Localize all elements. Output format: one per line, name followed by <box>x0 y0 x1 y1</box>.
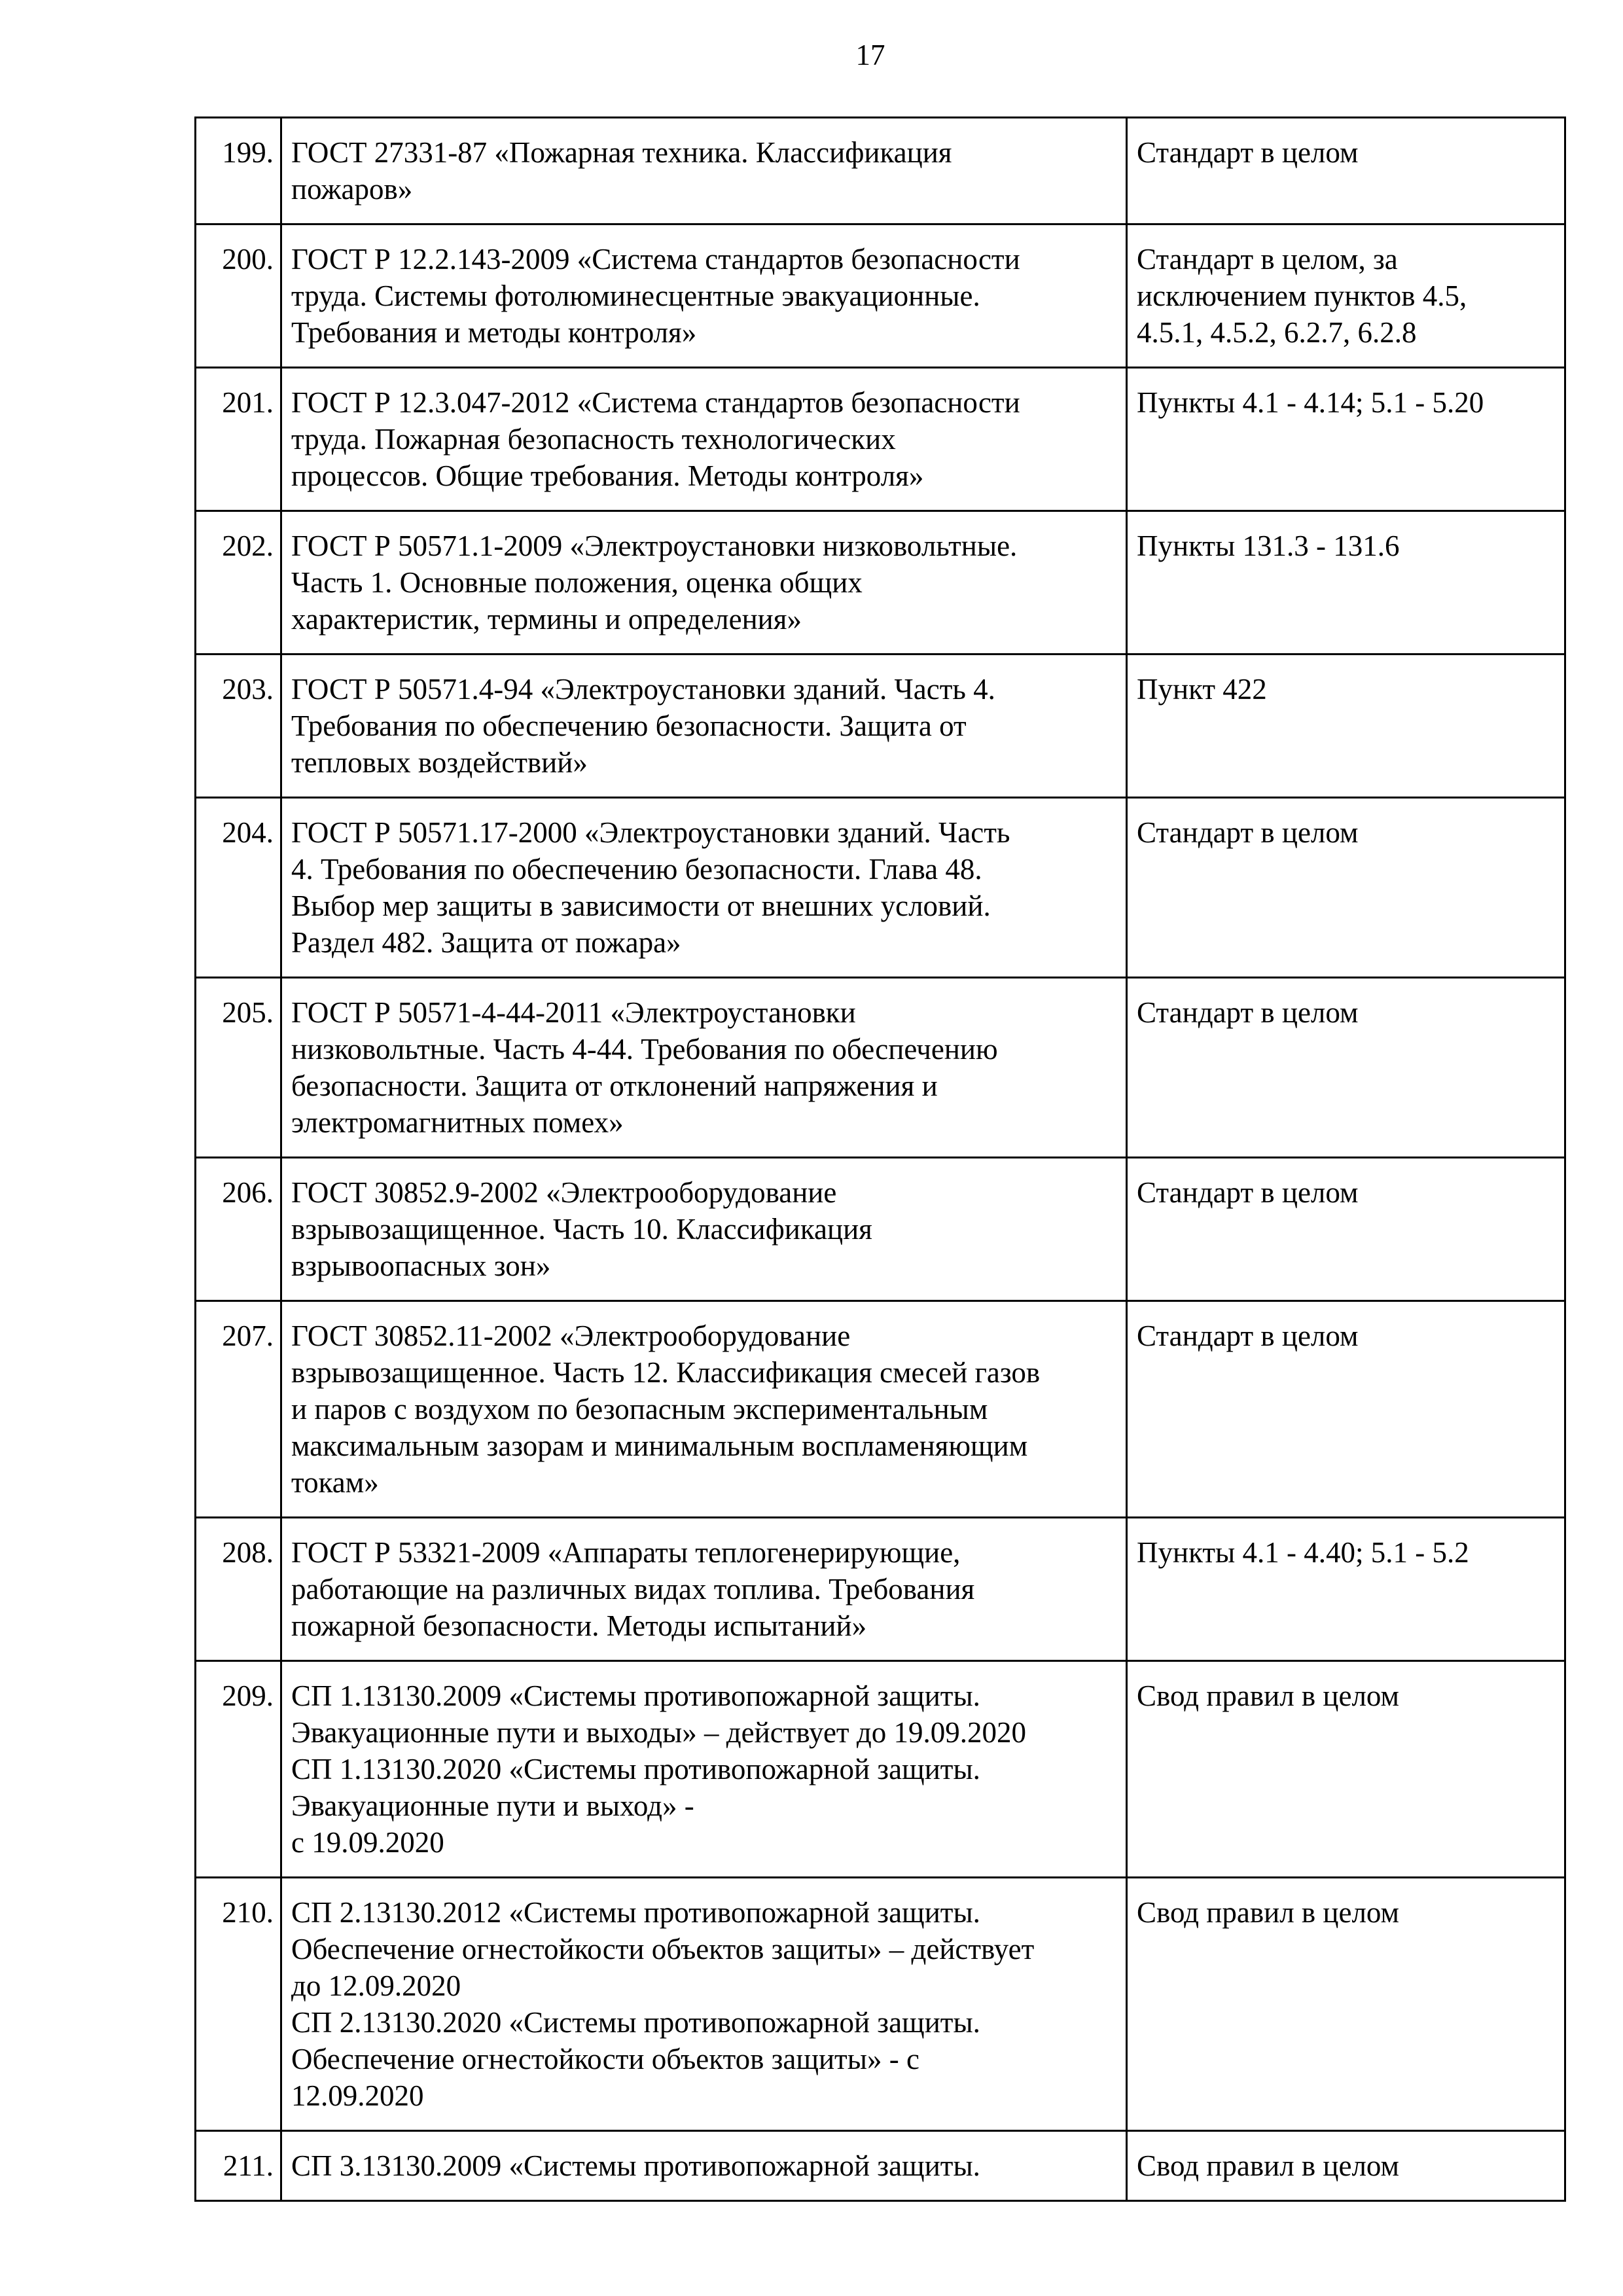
table-row <box>196 978 1565 1158</box>
row-number: 210. <box>196 1878 281 2131</box>
application-scope: Пункты 4.1 - 4.40; 5.1 - 5.2 <box>1127 1518 1565 1661</box>
application-scope: Стандарт в целом <box>1127 118 1565 224</box>
document-title: ГОСТ Р 50571.4-94 «Электроустановки зданий. Часть 4. Требования по обеспечению безопасности. Защита от тепловых воздействий» <box>281 655 1127 798</box>
row-number: 199. <box>196 118 281 224</box>
table-row <box>196 368 1565 511</box>
application-scope: Пункты 131.3 - 131.6 <box>1127 511 1565 655</box>
table-row <box>196 118 1565 224</box>
row-number: 203. <box>196 655 281 798</box>
document-title: ГОСТ 30852.11-2002 «Электрооборудование взрывозащищенное. Часть 12. Классификация смесей газов и паров с воздухом по безопасным экспериментальным максимальным зазорам и минимальным воспламеняющим токам» <box>281 1301 1127 1518</box>
table-row <box>196 1878 1565 2131</box>
page-number: 17 <box>855 39 885 71</box>
application-scope: Стандарт в целом, за исключением пунктов 4.5, 4.5.1, 4.5.2, 6.2.7, 6.2.8 <box>1127 224 1565 368</box>
table-row <box>196 1661 1565 1878</box>
row-number: 205. <box>196 978 281 1158</box>
row-number: 201. <box>196 368 281 511</box>
document-title: ГОСТ Р 50571.1-2009 «Электроустановки низковольтные. Часть 1. Основные положения, оценка общих характеристик, термины и определения» <box>281 511 1127 655</box>
row-number: 204. <box>196 798 281 978</box>
table-row <box>196 1518 1565 1661</box>
application-scope: Свод правил в целом <box>1127 2131 1565 2201</box>
document-title: ГОСТ 27331-87 «Пожарная техника. Классификация пожаров» <box>281 118 1127 224</box>
document-title: СП 2.13130.2012 «Системы противопожарной защиты. Обеспечение огнестойкости объектов защиты» – действует до 12.09.2020 СП 2.13130.2020 «Системы противопожарной защиты. Обеспечение огнестойкости объектов защиты» - с 12.09.2020 <box>281 1878 1127 2131</box>
document-title: ГОСТ Р 12.2.143-2009 «Система стандартов безопасности труда. Системы фотолюминесцентные эвакуационные. Требования и методы контроля» <box>281 224 1127 368</box>
application-scope: Пункт 422 <box>1127 655 1565 798</box>
table-row <box>196 224 1565 368</box>
document-title: ГОСТ Р 50571.17-2000 «Электроустановки зданий. Часть 4. Требования по обеспечению безопасности. Глава 48. Выбор мер защиты в зависимости от внешних условий. Раздел 482. Защита от пожара» <box>281 798 1127 978</box>
table-row <box>196 798 1565 978</box>
document-title: СП 3.13130.2009 «Системы противопожарной защиты. <box>281 2131 1127 2201</box>
row-number: 209. <box>196 1661 281 1878</box>
application-scope: Стандарт в целом <box>1127 978 1565 1158</box>
row-number: 202. <box>196 511 281 655</box>
row-number: 200. <box>196 224 281 368</box>
row-number: 211. <box>196 2131 281 2201</box>
table-row <box>196 655 1565 798</box>
table-row <box>196 2131 1565 2201</box>
row-number: 208. <box>196 1518 281 1661</box>
row-number: 207. <box>196 1301 281 1518</box>
application-scope: Свод правил в целом <box>1127 1661 1565 1878</box>
application-scope: Стандарт в целом <box>1127 798 1565 978</box>
table-row <box>196 1301 1565 1518</box>
application-scope: Стандарт в целом <box>1127 1301 1565 1518</box>
document-title: ГОСТ 30852.9-2002 «Электрооборудование взрывозащищенное. Часть 10. Классификация взрывоопасных зон» <box>281 1158 1127 1301</box>
row-number: 206. <box>196 1158 281 1301</box>
table-row <box>196 1158 1565 1301</box>
application-scope: Стандарт в целом <box>1127 1158 1565 1301</box>
document-title: ГОСТ Р 50571-4-44-2011 «Электроустановки низковольтные. Часть 4-44. Требования по обеспечению безопасности. Защита от отклонений напряжения и электромагнитных помех» <box>281 978 1127 1158</box>
application-scope: Пункты 4.1 - 4.14; 5.1 - 5.20 <box>1127 368 1565 511</box>
document-title: СП 1.13130.2009 «Системы противопожарной защиты. Эвакуационные пути и выходы» – действует до 19.09.2020 СП 1.13130.2020 «Системы противопожарной защиты. Эвакуационные пути и выход» - с 19.09.2020 <box>281 1661 1127 1878</box>
application-scope: Свод правил в целом <box>1127 1878 1565 2131</box>
document-title: ГОСТ Р 12.3.047-2012 «Система стандартов безопасности труда. Пожарная безопасность технологических процессов. Общие требования. Методы контроля» <box>281 368 1127 511</box>
standards-table <box>194 117 1566 2202</box>
document-title: ГОСТ Р 53321-2009 «Аппараты теплогенерирующие, работающие на различных видах топлива. Требования пожарной безопасности. Методы испытаний» <box>281 1518 1127 1661</box>
table-row <box>196 511 1565 655</box>
